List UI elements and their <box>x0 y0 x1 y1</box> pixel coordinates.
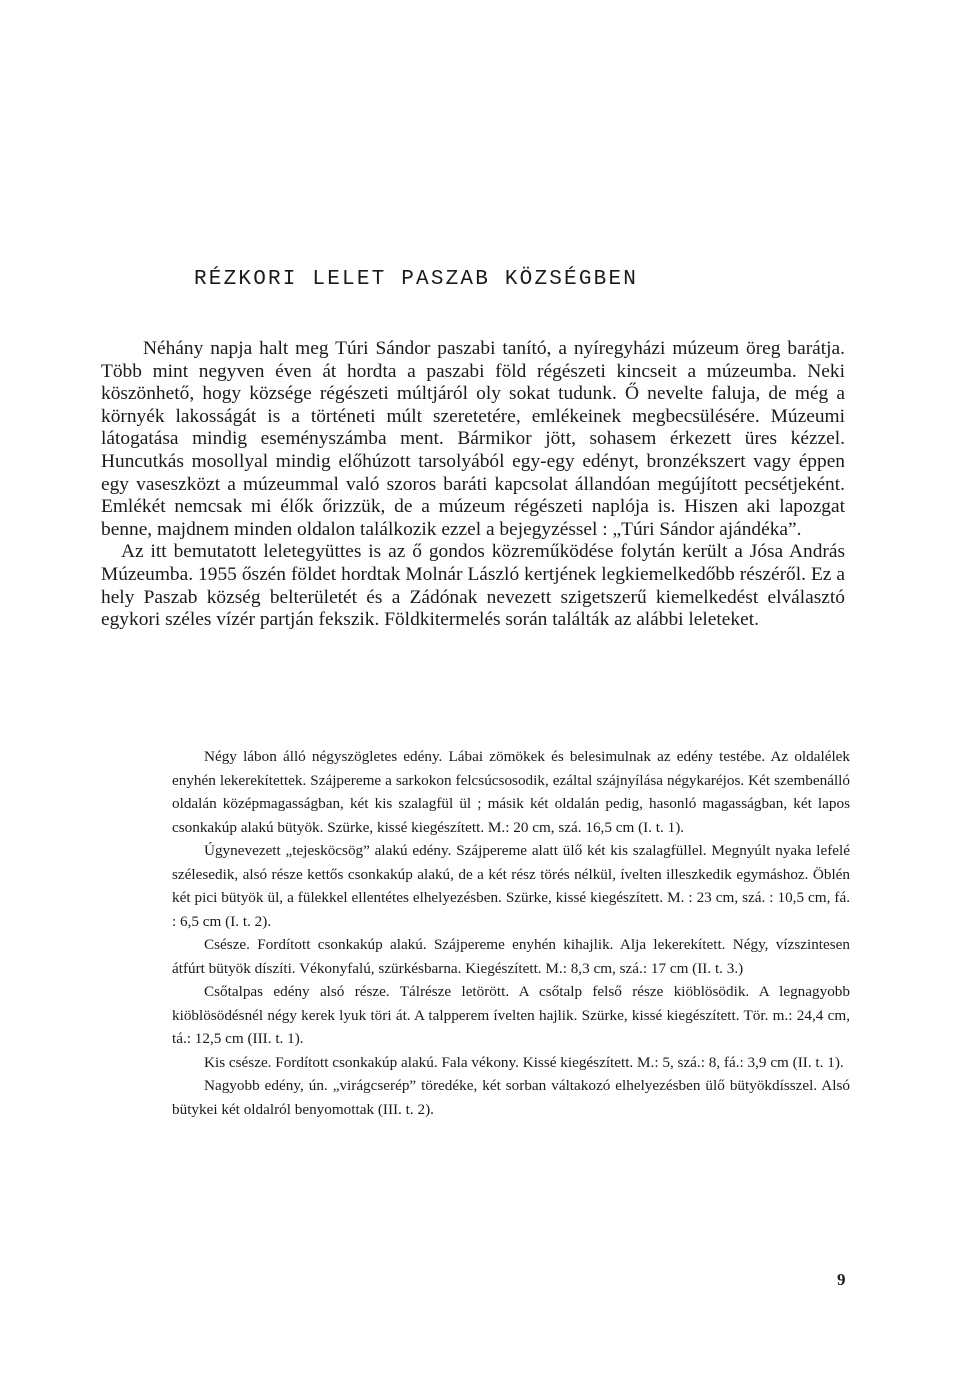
paragraph-find-context: Az itt bemutatott leletegyüttes is az ő gondos közreműködése folytán került a Jósa András Múzeumba. 1955 őszén földet hordtak Molnár László kertjének legkiemelkedőbb részéről. Ez a hely Paszab község belterületét és a Zádónak nevezett szigetszerű kiemelkedést elválasztó egykori széles vízér partján fekszik. Földkitermelés során találták az alábbi leleteket. <box>101 541 845 631</box>
item-descriptions <box>172 745 850 1121</box>
main-text <box>101 338 845 632</box>
item-description: Négy lábon álló négyszögletes edény. Lábai zömökek és belesimulnak az edény testébe. Az oldalélek enyhén lekerekítettek. Szájpereme a sarkokon felcsúcsosodik, ezáltal szájnyílása négykaréjos. Két szembenálló oldalán középmagasságban, két kis szalagfül ül ; másik két oldalán pedig, hasonló magasságban, két lapos csonkakúp alakú bütyök. Szürke, kissé kiegészített. M.: 20 cm, szá. 16,5 cm (I. t. 1). <box>172 748 850 836</box>
paragraph-intro: Néhány napja halt meg Túri Sándor paszabi tanító, a nyíregyházi múzeum öreg barátja. Több mint negyven éven át hordta a paszabi föld régészeti kincseit a múzeumba. Neki köszönhető, hogy községe régészeti múltjáról oly sokat tudunk. Ő nevelte faluja, de még a környék lakosságát is a történeti múlt szeretetére, emlékeinek megbecsülésére. Múzeumi látogatása mindig eseményszámba ment. Bármikor jött, sohasem érkezett üres kézzel. Huncutkás mosollyal mindig előhúzott tarsolyából egy-egy edényt, bronzékszert vagy éppen egy vaseszközt a múzeummal való szoros baráti kapcsolat állandóan megújított pecsétjeként. Emlékét nemcsak mi élők őrizzük, de a múzeum régészeti naplója is. Hiszen aki lapozgat benne, majdnem minden oldalon találkozik ezzel a bejegyzéssel : „Túri Sándor ajándéka”. <box>101 338 845 540</box>
item-description: Kis csésze. Fordított csonkakúp alakú. Fala vékony. Kissé kiegészített. M.: 5, szá.: 8, fá.: 3,9 cm (II. t. 1). <box>204 1053 844 1071</box>
article-title: RÉZKORI LELET PASZAB KÖZSÉGBEN <box>194 268 639 291</box>
item-description: Úgynevezett „tejesköcsög” alakú edény. Szájpereme alatt ülő két kis szalagfüllel. Megnyúlt nyaka lefelé szélesedik, alsó része kettős csonkakúp alakú, de a két rész törés nélkül, ívelten illeszkedik egymáshoz. Öblén két pici bütyök ül, a fülekkel ellentétes elhelyezésben. Szürke, kissé kiegészített. M. : 23 cm, szá. : 10,5 cm, fá. : 6,5 cm (I. t. 2). <box>172 842 850 930</box>
page-number: 9 <box>837 1270 846 1289</box>
item-description: Nagyobb edény, ún. „virágcserép” töredéke, két sorban váltakozó elhelyezésben ülő bütyökdísszel. Alsó bütykei két oldalról benyomottak (III. t. 2). <box>172 1077 850 1118</box>
item-description: Csőtalpas edény alsó része. Tálrésze letörött. A csőtalp felső része kiöblösödik. A legnagyobb kiöblösödésnél négy kerek lyuk töri át. A talpperem ívelten hajlik. Szürke, kissé kiegészített. Tör. m.: 24,4 cm, tá.: 12,5 cm (III. t. 1). <box>172 983 850 1047</box>
item-description: Csésze. Fordított csonkakúp alakú. Szájpereme enyhén kihajlik. Alja lekerekített. Négy, vízszintesen átfúrt bütyök díszíti. Vékonyfalú, szürkésbarna. Kiegészített. M.: 8,3 cm, szá.: 17 cm (II. t. 3.) <box>172 936 850 977</box>
